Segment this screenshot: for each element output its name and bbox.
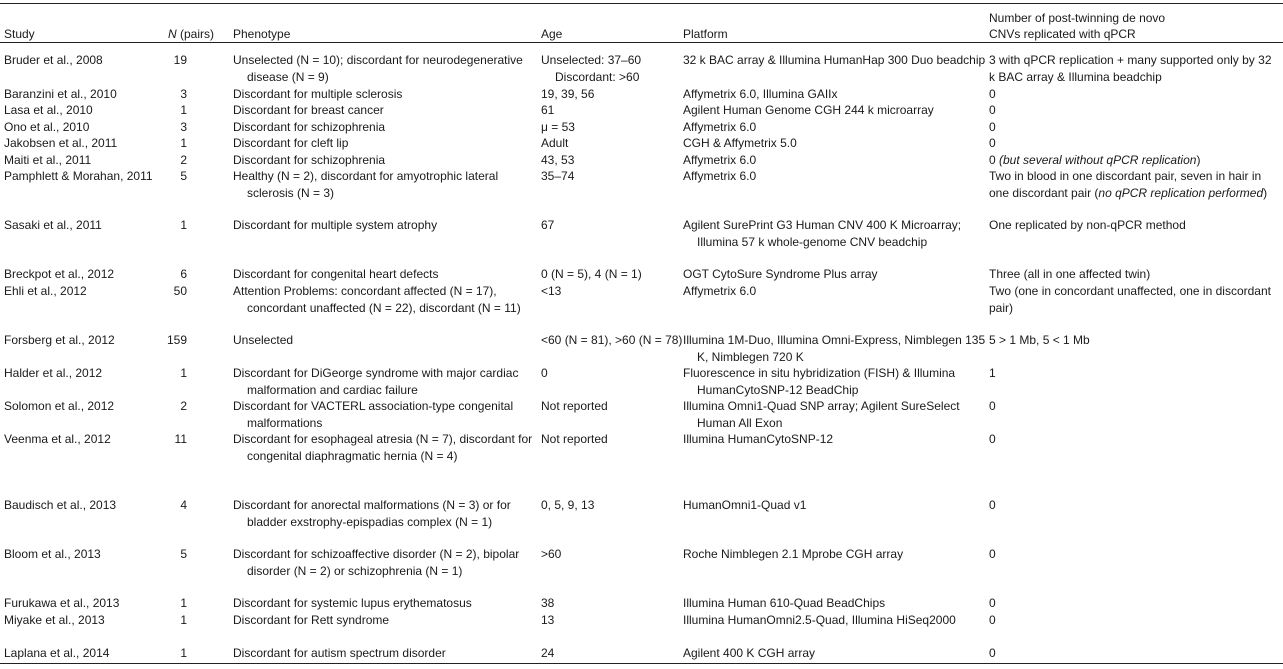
cell-platform: CGH & Affymetrix 5.0 — [683, 136, 797, 150]
cell-pairs: 4 — [180, 498, 187, 512]
cell-age: 19, 39, 56 — [541, 87, 595, 101]
cell-result-text: 0 — [989, 547, 996, 561]
cell-pairs: 1 — [180, 136, 187, 150]
bottom-rule — [0, 663, 1283, 664]
cell-phenotype: Discordant for congenital heart defects — [233, 267, 439, 281]
cell-result-text: 0 — [989, 399, 996, 413]
cell-result-text: 0 — [989, 596, 996, 610]
cell-result-text: 1 — [989, 366, 996, 380]
cell-study: Laplana et al., 2014 — [4, 646, 110, 660]
cell-phenotype: Unselected — [233, 333, 294, 347]
cell-study: Forsberg et al., 2012 — [4, 333, 115, 347]
header-n-symbol: N — [167, 27, 177, 41]
cell-age: μ = 53 — [541, 120, 575, 134]
cell-result — [989, 168, 1279, 201]
cell-pairs: 5 — [180, 547, 187, 561]
cell-platform: Illumina Omni1-Quad SNP array; Agilent SureSelect Human All Exon — [683, 399, 960, 430]
cell-study: Solomon et al., 2012 — [4, 399, 115, 413]
cell-study: Veenma et al., 2012 — [4, 432, 111, 446]
cell-age: Not reported — [541, 399, 608, 413]
cell-pairs: 1 — [180, 218, 187, 232]
cell-phenotype: Healthy (N = 2), discordant for amyotrophic lateral sclerosis (N = 3) — [233, 169, 499, 200]
cell-result — [989, 283, 1279, 316]
cell-platform: Agilent Human Genome CGH 244 k microarray — [683, 103, 934, 117]
cell-phenotype: Discordant for DiGeorge syndrome with major cardiac malformation and cardiac failure — [233, 366, 519, 397]
cell-phenotype: Discordant for esophageal atresia (N = 7), discordant for congenital diaphragmatic hernia (N = 4) — [233, 432, 533, 463]
cell-result — [989, 546, 1279, 563]
cell-platform: OGT CytoSure Syndrome Plus array — [683, 267, 878, 281]
cell-study: Breckpot et al., 2012 — [4, 267, 115, 281]
cell-result — [989, 135, 1279, 152]
cell-result — [989, 217, 1279, 234]
cell-phenotype: Discordant for autism spectrum disorder — [233, 646, 446, 660]
cell-result-text: 0 — [989, 432, 996, 446]
cell-study: Ehli et al., 2012 — [4, 284, 87, 298]
cell-pairs: 6 — [180, 267, 187, 281]
cell-study: Miyake et al., 2013 — [4, 613, 105, 627]
cell-pairs: 1 — [180, 103, 187, 117]
cell-result — [989, 431, 1279, 448]
cell-study: Baudisch et al., 2013 — [4, 498, 117, 512]
cell-pairs: 19 — [173, 53, 187, 67]
cell-result-text: 5 > 1 Mb, 5 < 1 Mb — [989, 333, 1090, 347]
cell-result-text: 0 — [989, 498, 996, 512]
header-n-unit: (pairs) — [176, 27, 214, 41]
cell-result-text: 0 — [989, 153, 1000, 167]
cell-result — [989, 102, 1279, 119]
cell-phenotype: Discordant for multiple sclerosis — [233, 87, 403, 101]
cell-study: Maiti et al., 2011 — [4, 153, 92, 167]
cell-study: Pamphlett & Morahan, 2011 — [4, 169, 153, 183]
cell-result — [989, 398, 1279, 415]
cell-phenotype: Discordant for breast cancer — [233, 103, 384, 117]
cell-phenotype: Discordant for schizophrenia — [233, 120, 386, 134]
cell-result — [989, 86, 1279, 103]
cell-result-note: (but several without qPCR replication — [999, 153, 1197, 167]
cell-age: Not reported — [541, 432, 608, 446]
cell-platform: Affymetrix 6.0, Illumina GAIIx — [683, 87, 838, 101]
cell-result-note: no qPCR replication performed — [1098, 185, 1264, 200]
cell-result-text: 3 with qPCR replication + many supported only by 32 k BAC array & Illumina beadchip — [989, 53, 1272, 84]
cell-result-text: 0 — [989, 136, 996, 150]
cell-result — [989, 152, 1279, 169]
cell-pairs: 11 — [174, 432, 187, 446]
cell-age: <13 — [541, 284, 562, 298]
cell-pairs: 5 — [180, 169, 187, 183]
cell-pairs: 2 — [180, 153, 187, 167]
cell-result — [989, 645, 1279, 662]
cell-age: <60 (N = 81), >60 (N = 78) — [541, 333, 683, 347]
cell-age: 13 — [541, 613, 555, 627]
cell-result-text: Three (all in one affected twin) — [989, 267, 1151, 281]
cell-platform: Fluorescence in situ hybridization (FISH) & Illumina HumanCytoSNP-12 BeadChip — [683, 366, 956, 397]
cell-platform: Affymetrix 6.0 — [683, 153, 757, 167]
cell-study: Baranzini et al., 2010 — [4, 87, 117, 101]
cell-result — [989, 266, 1279, 283]
cell-phenotype: Discordant for VACTERL association-type congenital malformations — [233, 399, 514, 430]
cell-platform: Agilent 400 K CGH array — [683, 646, 816, 660]
cell-pairs: 1 — [180, 613, 187, 627]
cell-result-text: 0 — [989, 613, 996, 627]
cell-age: 0 — [541, 366, 548, 380]
cell-platform: Roche Nimblegen 2.1 Mprobe CGH array — [683, 547, 904, 561]
cell-result — [989, 332, 1279, 349]
cell-platform: Affymetrix 6.0 — [683, 120, 757, 134]
cell-result-text: 0 — [989, 120, 996, 134]
cell-age: 43, 53 — [541, 153, 575, 167]
cell-platform: 32 k BAC array & Illumina HumanHap 300 Duo beadchip — [683, 53, 986, 67]
cell-age: 0 (N = 5), 4 (N = 1) — [541, 267, 642, 281]
cell-study: Halder et al., 2012 — [4, 366, 103, 380]
table-header — [0, 0, 1283, 42]
header-rule — [0, 42, 1283, 43]
cell-phenotype: Discordant for multiple system atrophy — [233, 218, 438, 232]
header-study: Study — [4, 27, 35, 41]
cell-phenotype: Discordant for schizophrenia — [233, 153, 386, 167]
cell-pairs: 3 — [180, 120, 187, 134]
cell-result — [989, 497, 1279, 514]
cell-result-text: Two (one in concordant unaffected, one in discordant pair) — [989, 284, 1271, 315]
cell-result — [989, 612, 1279, 629]
cell-study: Jakobsen et al., 2011 — [4, 136, 118, 150]
cell-platform: Illumina Human 610-Quad BeadChips — [683, 596, 886, 610]
cell-result — [989, 52, 1279, 85]
header-result-line1: Number of post-twinning de novo — [989, 11, 1166, 25]
cell-pairs: 3 — [180, 87, 187, 101]
cell-platform: Illumina HumanCytoSNP-12 — [683, 432, 834, 446]
cell-result-tail: ) — [1196, 153, 1201, 167]
cell-age: 67 — [541, 218, 555, 232]
cell-platform: Agilent SurePrint G3 Human CNV 400 K Microarray; Illumina 57 k whole-genome CNV beadchip — [683, 218, 962, 249]
cell-study: Bloom et al., 2013 — [4, 547, 101, 561]
cell-pairs: 159 — [166, 333, 187, 347]
cell-study: Sasaki et al., 2011 — [4, 218, 102, 232]
cell-result — [989, 365, 1279, 382]
cell-phenotype: Unselected (N = 10); discordant for neurodegenerative disease (N = 9) — [233, 53, 523, 84]
header-platform: Platform — [683, 27, 728, 41]
cell-age: >60 — [541, 547, 562, 561]
cell-pairs: 1 — [180, 596, 187, 610]
cell-phenotype: Discordant for cleft lip — [233, 136, 349, 150]
cell-age: Adult — [541, 136, 569, 150]
cell-study: Lasa et al., 2010 — [4, 103, 93, 117]
cell-age: 38 — [541, 596, 555, 610]
cell-platform: Illumina HumanOmni2.5-Quad, Illumina HiSeq2000 — [683, 613, 956, 627]
cell-phenotype: Discordant for anorectal malformations (N = 3) or for bladder exstrophy-epispadias complex (N = 1) — [233, 498, 511, 529]
cell-result — [989, 595, 1279, 612]
cell-result-text: 0 — [989, 103, 996, 117]
cell-platform: Affymetrix 6.0 — [683, 169, 757, 183]
cell-result-text: Two in blood in one discordant pair, seven in hair in one discordant pair ( — [989, 169, 1262, 200]
header-phenotype: Phenotype — [233, 27, 291, 41]
cell-platform: Affymetrix 6.0 — [683, 284, 757, 298]
cell-pairs: 50 — [173, 284, 187, 298]
cell-age: 24 — [541, 646, 555, 660]
cell-phenotype: Discordant for systemic lupus erythematosus — [233, 596, 472, 610]
cell-study: Bruder et al., 2008 — [4, 53, 103, 67]
cell-study: Furukawa et al., 2013 — [4, 596, 120, 610]
header-n — [150, 26, 214, 42]
cell-result-text: 0 — [989, 646, 996, 660]
cell-result-text: 0 — [989, 87, 996, 101]
cell-study: Ono et al., 2010 — [4, 120, 90, 134]
cell-pairs: 1 — [180, 646, 187, 660]
cell-age: 35–74 — [541, 169, 575, 183]
cell-pairs: 1 — [180, 366, 187, 380]
cell-pairs: 2 — [180, 399, 187, 413]
cell-phenotype: Attention Problems: concordant affected (N = 17), concordant unaffected (N = 22), discordant (N = 11) — [233, 284, 521, 315]
cell-platform: Illumina 1M-Duo, Illumina Omni-Express, Nimblegen 135 K, Nimblegen 720 K — [683, 333, 986, 364]
cell-age: 0, 5, 9, 13 — [541, 498, 595, 512]
cell-result — [989, 119, 1279, 136]
header-result-line2: CNVs replicated with qPCR — [989, 27, 1136, 41]
cell-phenotype: Discordant for Rett syndrome — [233, 613, 390, 627]
cell-result-text: One replicated by non-qPCR method — [989, 218, 1186, 232]
cell-platform: HumanOmni1-Quad v1 — [683, 498, 807, 512]
cell-age: 61 — [541, 103, 555, 117]
header-result — [989, 10, 1279, 42]
cell-result-tail: ) — [1263, 185, 1268, 200]
cell-phenotype: Discordant for schizoaffective disorder (N = 2), bipolar disorder (N = 2) or schizophrenia (N = 1) — [233, 547, 520, 578]
cell-age: Unselected: 37–60 Discordant: >60 — [541, 53, 642, 84]
header-age: Age — [541, 27, 563, 41]
